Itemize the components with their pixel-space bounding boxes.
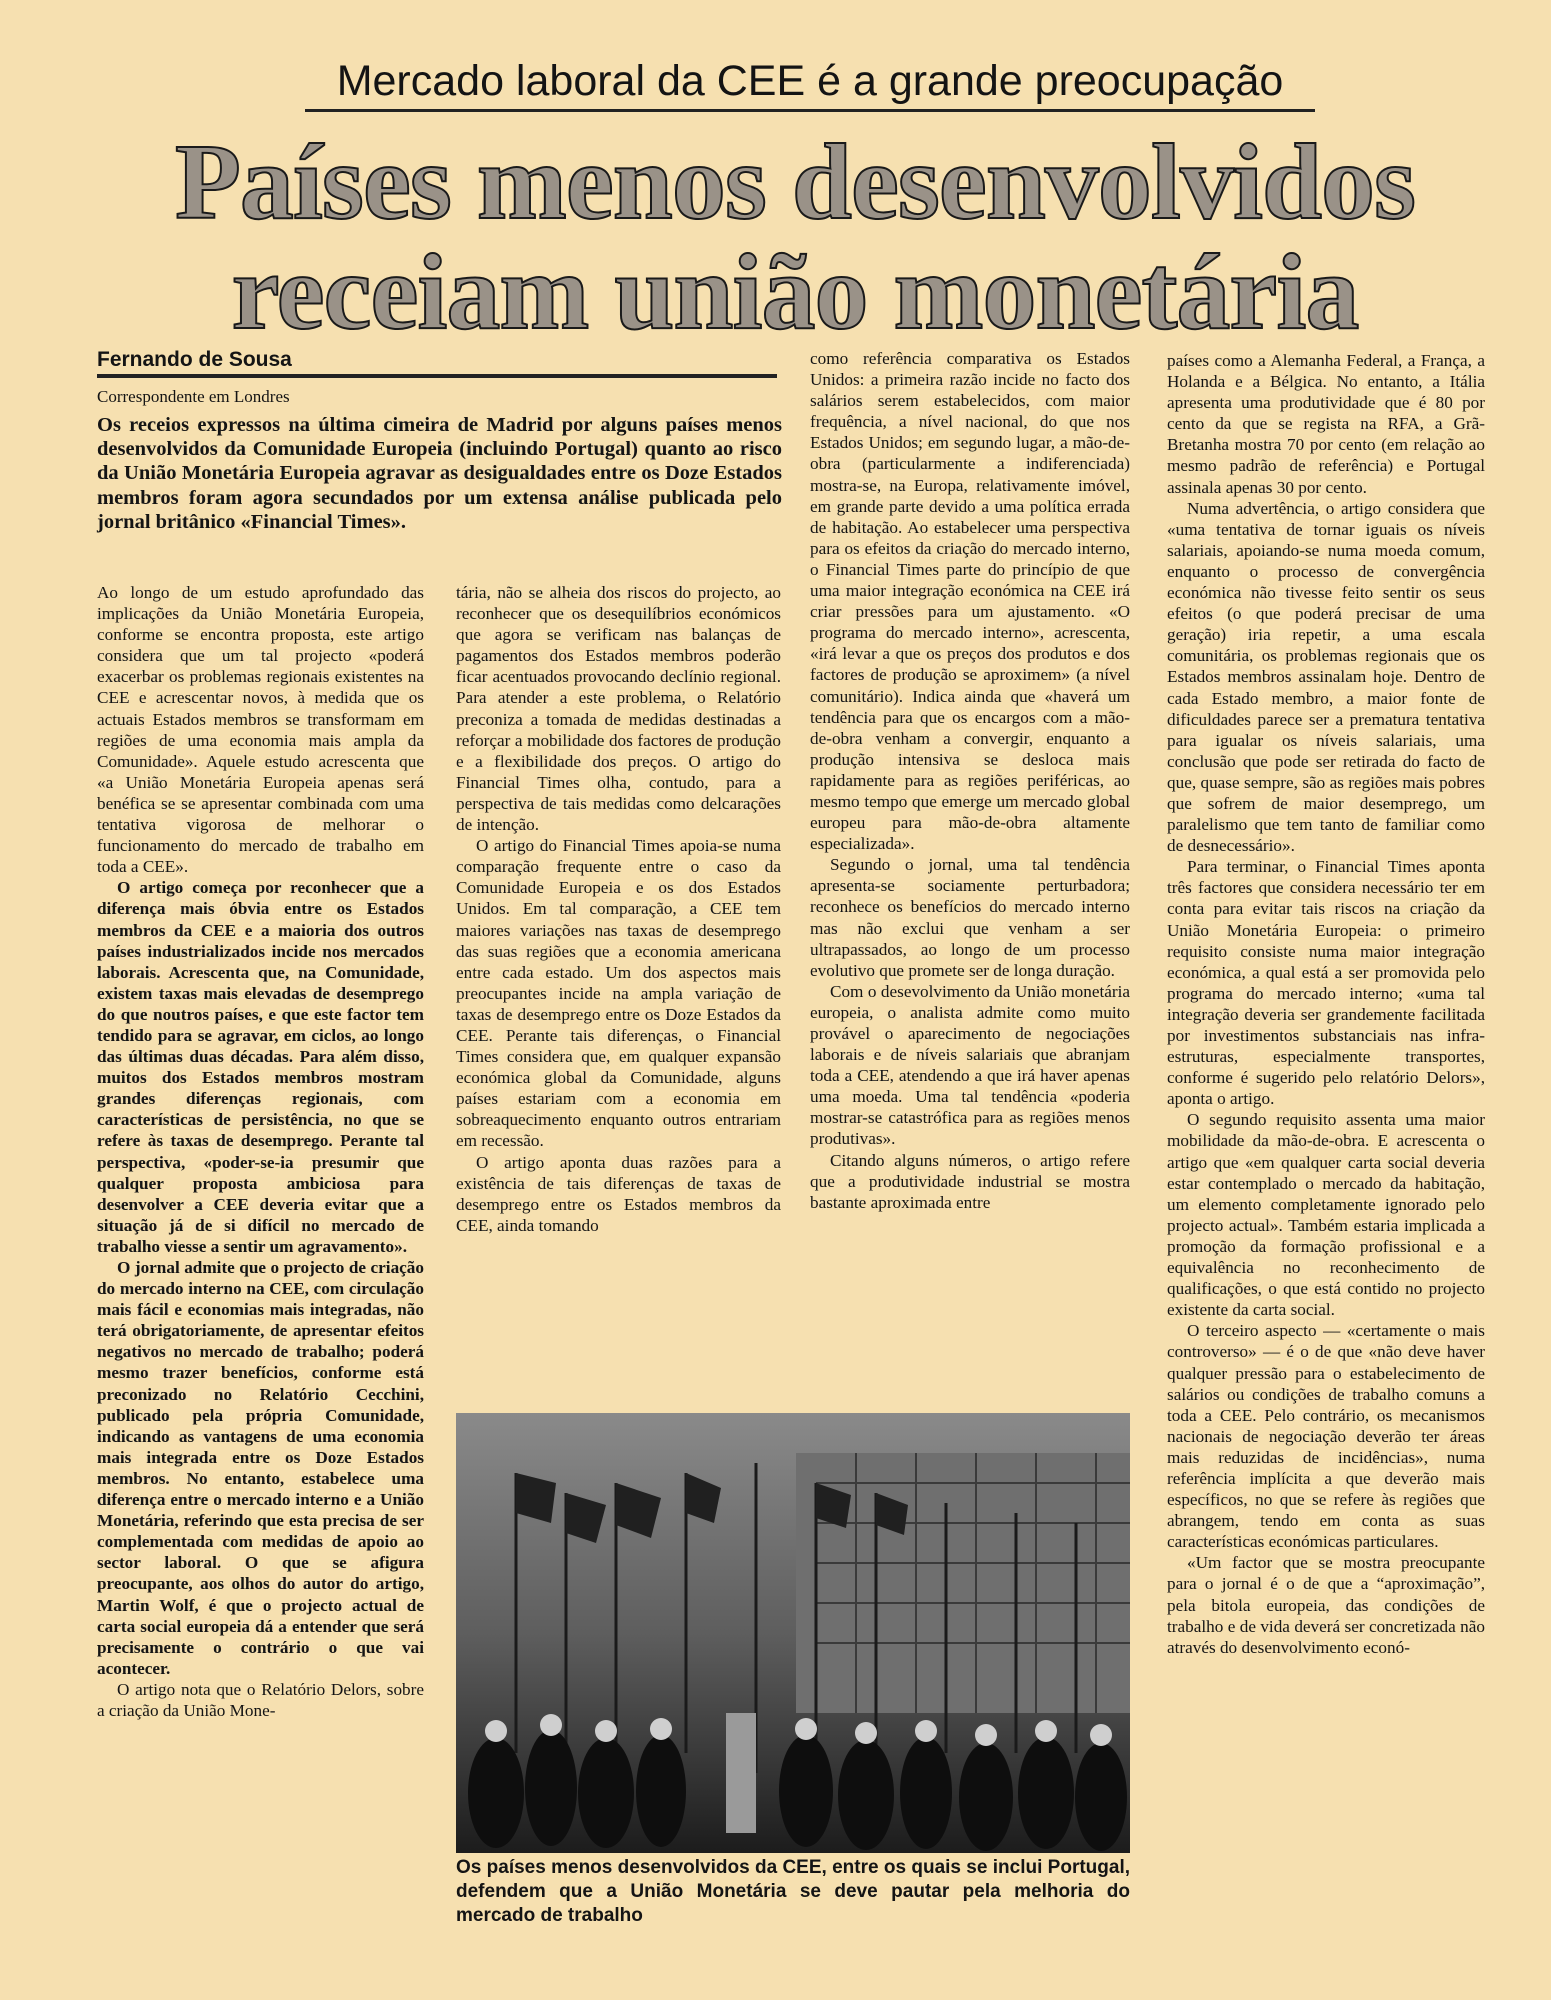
lead-paragraph: Os receios expressos na última cimeira de Madrid por alguns países menos desenvolvidos da Comunidade Europeia (incluindo Portugal) quanto ao risco da União Monetária Europeia agravar as desigualdades entre os Doze Estados membros foram agora secundados por um extensa análise publicada pelo jornal britânico «Financial Times». [97, 414, 782, 533]
paragraph: «Um factor que se mostra preocupante para o jornal é o de que a “aproximação”, pela bitola europeia, das condições de trabalho e de vida deverá ser concretizada não através do desenvolvimento econó- [1167, 1553, 1485, 1657]
article-column-3 [810, 348, 1130, 1363]
paragraph: O artigo começa por reconhecer que a diferença mais óbvia entre os Estados membros da CEE e a maioria dos outros países industrializados incide nos mercados laborais. Acrescenta que, na Comunidade, existem taxas mais elevadas de desemprego do que noutros países, e que este factor tem tendido para se agravar, em ciclos, ao longo das últimas duas décadas. Para além disso, muitos dos Estados membros mostram grandes diferenças regionais, com características de persistência, no que se refere às taxas de desemprego. Perante tal perspectiva, «poder-se-ia presumir que qualquer proposta ambiciosa para desenvolver a CEE deveria evitar que a situação já de si difícil no mercado de trabalho viesse a sentir um agravamento». [97, 878, 424, 1256]
headline-line-1: Países menos desenvolvidos [174, 123, 1416, 242]
paragraph: O terceiro aspecto — «certamente o mais controverso» — é o de que «não deve haver qualquer pressão para o estabelecimento de salários ou condições de trabalho comuns a toda a CEE. Pelo contrário, os mecanismos nacionais de negociação deverão ter áreas mais reduzidas de incidências», numa referência implícita a que deverão mais específicos, no que se refere às regiões que abrangem, tendo em conta as suas características económicas particulares. [1167, 1321, 1485, 1552]
paragraph: Numa advertência, o artigo considera que «uma tentativa de tornar iguais os níveis salariais, apoiando-se numa moeda comum, enquanto o processo de convergência económica não tivesse feito sentir os seus efeitos (o que poderá precisar de uma geração) iria repetir, a uma escala comunitária, os problemas regionais que os Estados membros assinalam hoje. Dentro de cada Estado membro, a maior fonte de dificuldades parece ser a prematura tentativa para igualar os níveis salariais, uma conclusão que pode ser retirada do facto de que, quase sempre, são as regiões mais pobres que sofrem de maior desemprego, um paralelismo que tem tanto de familiar como de desnecessário». [1167, 498, 1485, 856]
paragraph: Ao longo de um estudo aprofundado das implicações da União Monetária Europeia, conforme se encontra proposta, este artigo considera que um tal projecto «poderá exacerbar os problemas regionais existentes na CEE e acrescentar novos, à medida que os actuais Estados membros se transformam em regiões de uma economia mais ampla da Comunidade». Aquele estudo acrescenta que «a União Monetária Europeia apenas será benéfica se se apresentar combinada com uma tentativa vigorosa de melhorar o funcionamento do mercado de trabalho em toda a CEE». [97, 583, 424, 877]
news-photo [456, 1413, 1130, 1853]
flags-ceremony-image [456, 1413, 1130, 1853]
paragraph: como referência comparativa os Estados Unidos: a primeira razão incide no facto dos salários serem estabelecidos, com maior frequência, a nível nacional, do que nos Estados Unidos; em segundo lugar, a mão-de-obra (particularmente a indiferenciada) mostra-se, na Europa, relativamente imóvel, em grande parte devido a uma política errada de habitação. Ao estabelecer uma perspectiva para os efeitos da criação do mercado interno, o Financial Times parte do princípio de que uma maior integração económica na CEE irá criar pressões para um ajustamento. «O programa do mercado interno», acrescenta, «irá levar a que os preços dos produtos e dos factores de produção se aproximem» (a nível comunitário). Indica ainda que «haverá um tendência para que os encargos com a mão-de-obra venham a convergir, enquanto a produção intensiva se desloca mais rapidamente para as regiões periféricas, ao mesmo tempo que emerge um mercado global europeu para mão-de-obra altamente especializada». [810, 349, 1130, 854]
article-column-4 [1167, 350, 1485, 1940]
article-column-1 [97, 582, 424, 1930]
paragraph: Segundo o jornal, uma tal tendência apresenta-se sociamente perturbadora; reconhece os benefícios do mercado interno mas não exclui que venham a ser ultrapassados, ao longo de um processo evolutivo que promete ser de longa duração. [810, 855, 1130, 980]
paragraph: O artigo aponta duas razões para a existência de tais diferenças de taxas de desemprego entre os Estados membros da CEE, ainda tomando [456, 1152, 781, 1235]
paragraph: O jornal admite que o projecto de criação do mercado interno na CEE, com circulação mais fácil e economias mais integradas, não terá obrigatoriamente, de apresentar efeitos negativos no mercado de trabalho; poderá mesmo trazer benefícios, conforme está preconizado no Relatório Cecchini, publicado pela própria Comunidade, indicando as vantagens de uma economia mais integrada entre os Doze Estados membros. No entanto, estabelece uma diferença entre o mercado interno e a União Monetária, referindo que esta precisa de ser complementada com medidas de apoio ao sector laboral. O que se afigura preocupante, aos olhos do autor do artigo, Martin Wolf, é que o projecto actual de carta social europeia dá a entender que será precisamente o contrário o que vai acontecer. [97, 1258, 424, 1678]
paragraph: países como a Alemanha Federal, a França, a Holanda e a Bélgica. No entanto, a Itália apresenta uma produtividade que é 80 por cento da que se regista na RFA, a Grã-Bretanha mostra 70 por cento (em relação ao mesmo padrão de referência) e Portugal assinala apenas 30 por cento. [1167, 351, 1485, 497]
paragraph: O artigo do Financial Times apoia-se numa comparação frequente entre o caso da Comunidade Europeia e os dos Estados Unidos. Em tal comparação, a CEE tem maiores variações nas taxas de desemprego das suas regiões que a economia americana entre cada estado. Um dos aspectos mais preocupantes incide na ampla variação de taxas de desemprego entre os Doze Estados da CEE. Perante tais diferenças, o Financial Times considera que, em qualquer expansão económica global da Comunidade, alguns países estariam com a economia em sobreaquecimento enquanto outros entrariam em recessão. [456, 836, 781, 1151]
byline: Fernando de Sousa [97, 348, 777, 378]
photo-caption: Os países menos desenvolvidos da CEE, entre os quais se inclui Portugal, defendem que a União Monetária se deve pautar pela melhoria do mercado de trabalho [456, 1857, 1130, 1926]
paragraph: Citando alguns números, o artigo refere que a produtividade industrial se mostra bastante aproximada entre [810, 1150, 1130, 1212]
paragraph: O artigo nota que o Relatório Delors, sobre a criação da União Mone- [97, 1679, 424, 1720]
paragraph: O segundo requisito assenta uma maior mobilidade da mão-de-obra. E acrescenta o artigo que «em qualquer carta social deveria estar contemplado o mercado da habitação, um elemento completamente ignorado pelo projecto actual». Também estaria implicada a promoção da formação profissional e a equivalência no reconhecimento de qualificações, o que está contido no projecto existente da carta social. [1167, 1110, 1485, 1320]
paragraph: Com o desevolvimento da União monetária europeia, o analista admite como muito provável o aparecimento de negociações laborais e de níveis salariais que abranjam toda a CEE, atendendo a que irá haver apenas uma moeda. Uma tal tendência «poderia mostrar-se catastrófica para as regiões menos produtivas». [810, 981, 1130, 1149]
headline-line-2: receiam união monetária [231, 233, 1359, 352]
dateline: Correspondente em Londres [97, 387, 290, 406]
paragraph: tária, não se alheia dos riscos do projecto, ao reconhecer que os desequilíbrios económicos que agora se verificam nas balanças de pagamentos dos Estados membros poderão ficar acentuados provocando declínio regional. Para atender a este problema, o Relatório preconiza a tomada de medidas destinadas a reforçar a mobilidade dos factores de produção e a flexibilidade dos preços. O artigo do Financial Times olha, contudo, para a perspectiva de tais medidas como delcarações de intenção. [456, 583, 781, 835]
kicker-headline: Mercado laboral da CEE é a grande preocupação [305, 55, 1315, 112]
main-headline [160, 123, 1430, 352]
article-column-2 [456, 582, 781, 1362]
paragraph: Para terminar, o Financial Times aponta três factores que considera necessário ter em conta para evitar tais riscos na criação da União Monetária Europeia: o primeiro requisito consiste numa maior integração económica, a qual está a ser promovida pelo programa do mercado interno; «uma tal integração deveria ser grandemente facilitada por investimentos substanciais nas infra-estruturas, especialmente transportes, conforme é sugerido pelo relatório Delors», aponta o artigo. [1167, 857, 1485, 1109]
